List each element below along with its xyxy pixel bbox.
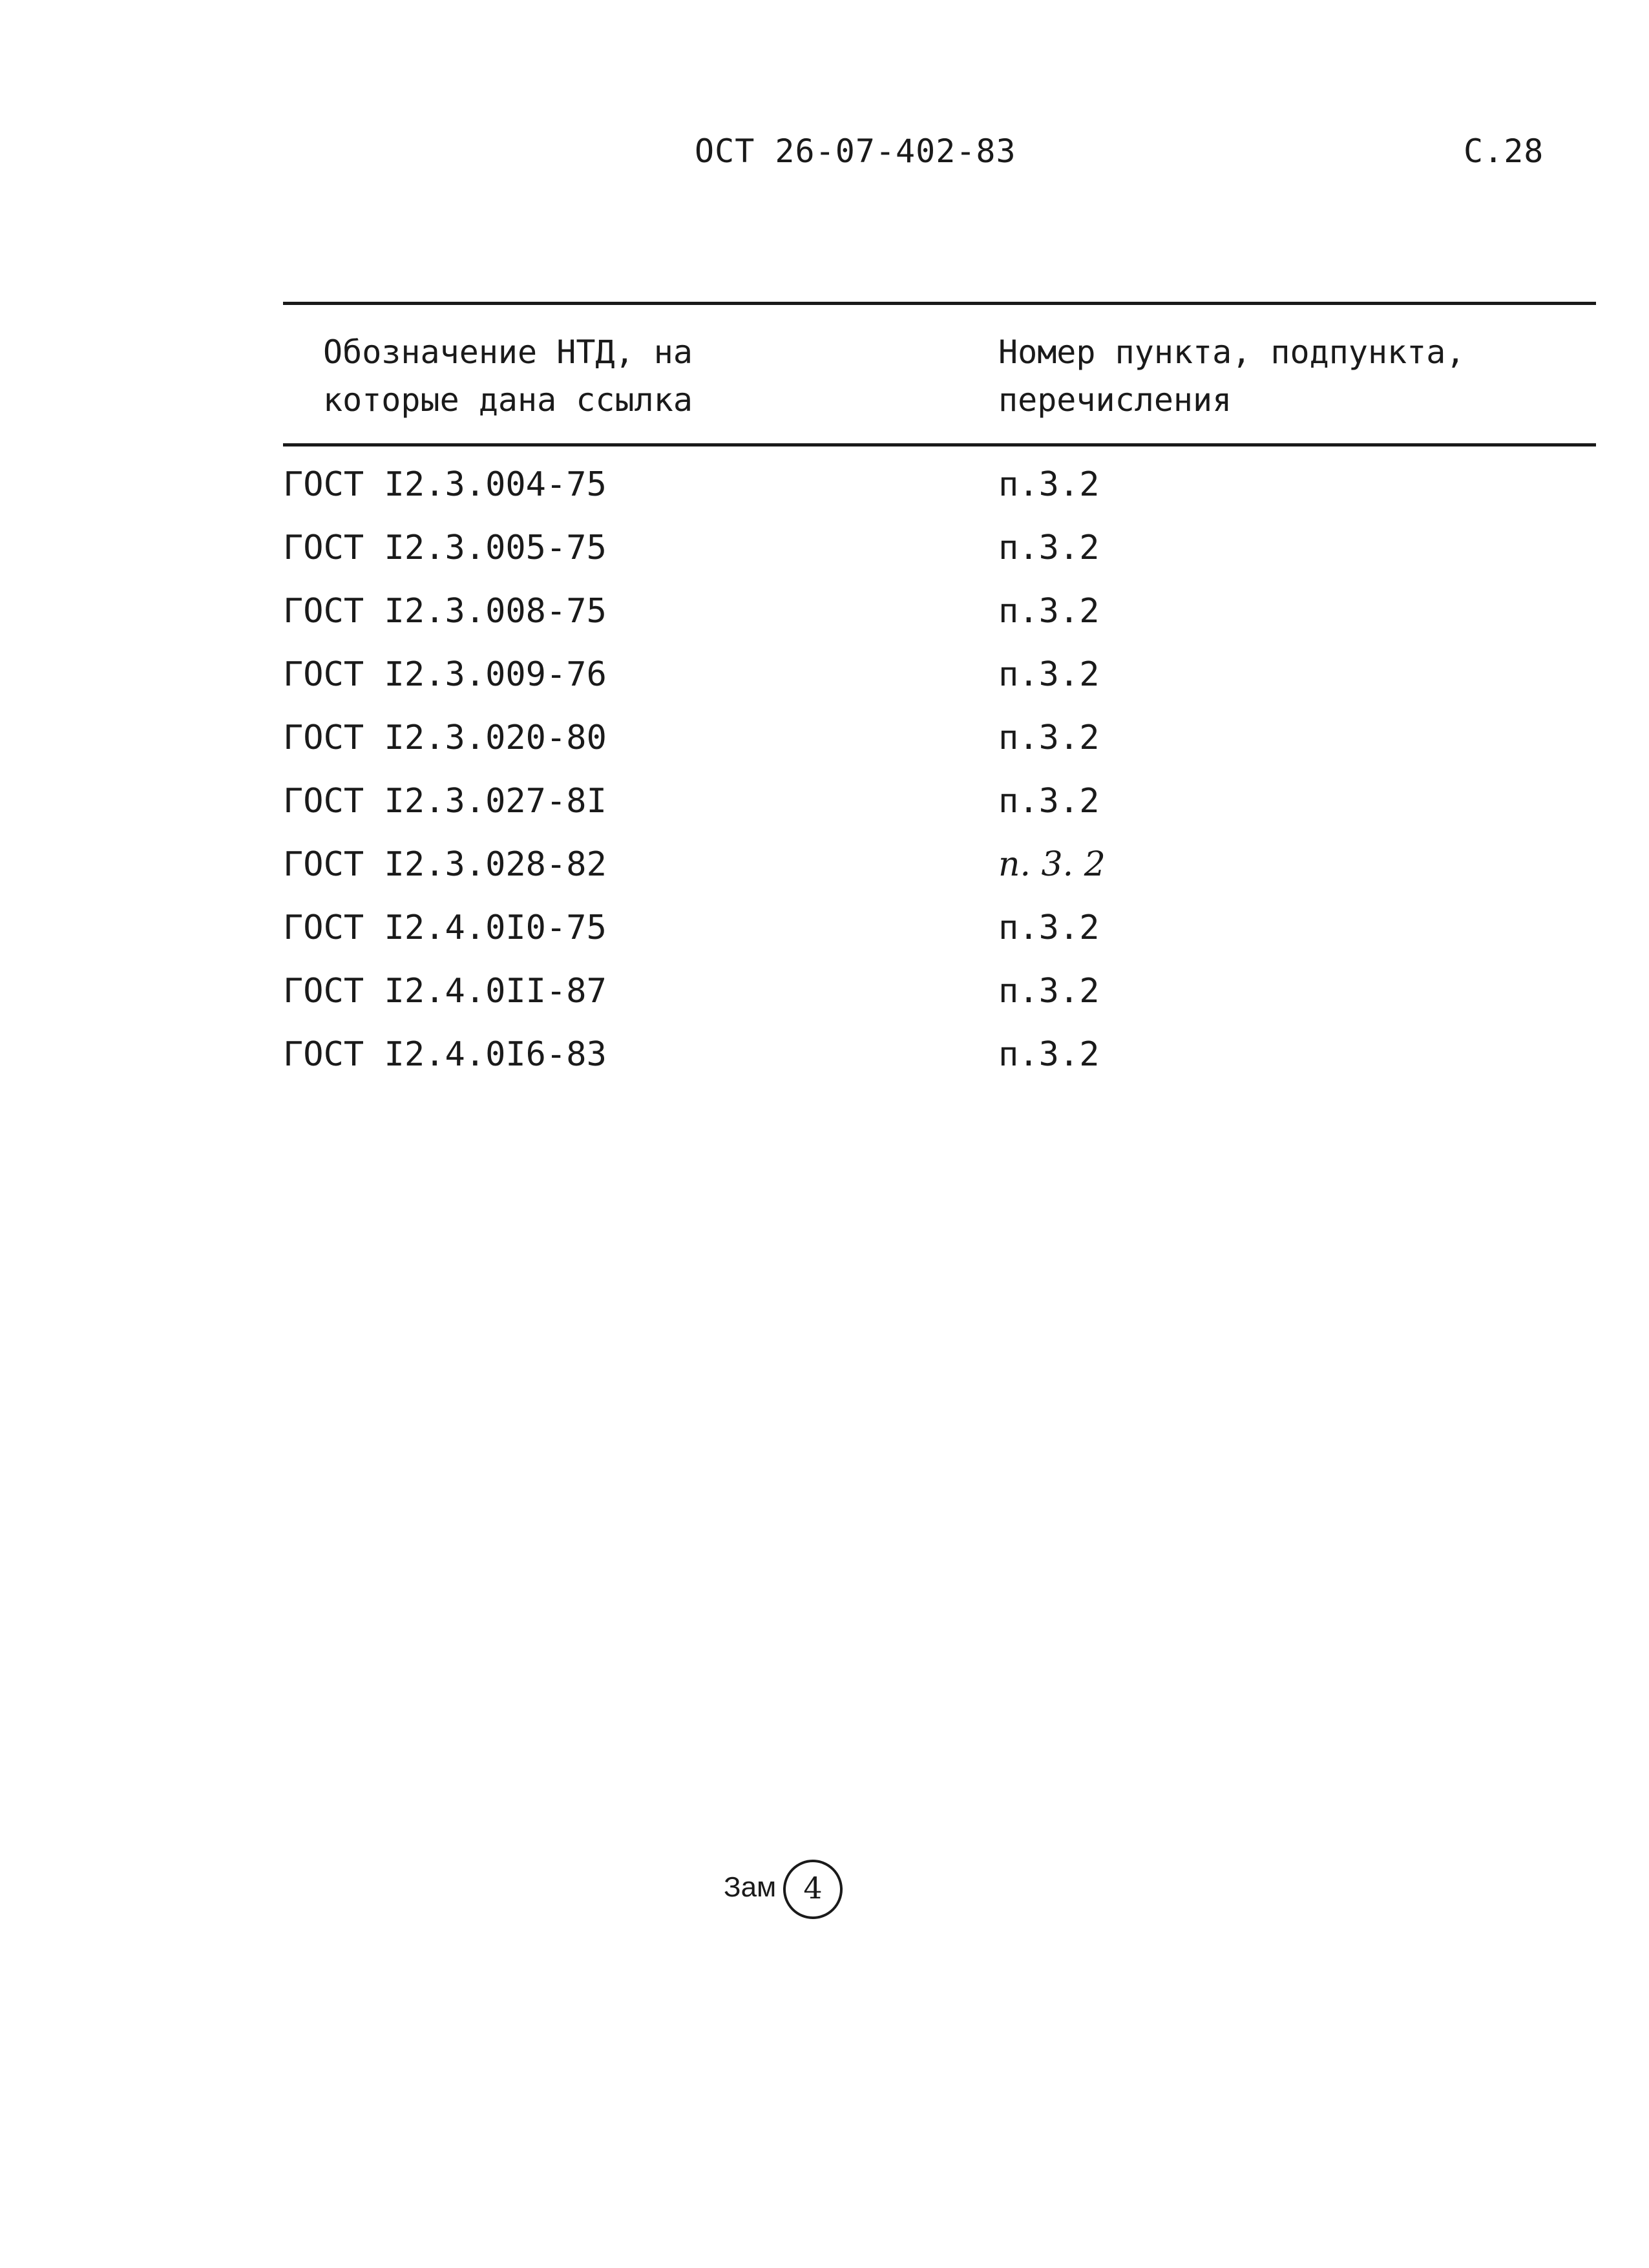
standard-reference: ГОСТ I2.3.005-75: [283, 529, 607, 567]
clause-number: п.3.2: [998, 1035, 1100, 1074]
column-header-line: Номер пункта, подпункта,: [998, 333, 1465, 371]
table-row: [0, 782, 1649, 845]
standard-reference: ГОСТ I2.3.009-76: [283, 655, 607, 694]
clause-number: п.3.2: [998, 719, 1100, 757]
page-number: С.28: [1464, 132, 1544, 170]
clause-number: п.3.2: [998, 655, 1100, 694]
column-header-line: которые дана ссылка: [323, 381, 693, 419]
clause-number: п.3.2: [998, 782, 1100, 821]
table-row: [0, 592, 1649, 655]
revision-number-circle: 4: [783, 1860, 843, 1919]
table-row: [0, 1035, 1649, 1098]
table-row: [0, 465, 1649, 529]
table-row: [0, 845, 1649, 908]
revision-label: Зам: [724, 1871, 777, 1903]
standard-reference: ГОСТ I2.4.0I0-75: [283, 908, 607, 947]
clause-number: п.3.2: [998, 908, 1100, 947]
clause-number: п.3.2: [998, 529, 1100, 567]
table-row: [0, 908, 1649, 972]
clause-number: п.3.2: [998, 465, 1100, 504]
standard-reference: ГОСТ I2.3.008-75: [283, 592, 607, 631]
column-header-line: перечисления: [998, 381, 1232, 419]
standard-reference: ГОСТ I2.3.004-75: [283, 465, 607, 504]
table-top-rule: [283, 302, 1596, 305]
table-row: [0, 655, 1649, 719]
table-row: [0, 529, 1649, 592]
standard-reference: ГОСТ I2.4.0I6-83: [283, 1035, 607, 1074]
table-row: [0, 719, 1649, 782]
column-header-designation: [323, 328, 693, 424]
column-header-line: Обозначение НТД, на: [323, 333, 693, 371]
standard-reference: ГОСТ I2.3.020-80: [283, 719, 607, 757]
standard-reference: ГОСТ I2.3.027-8I: [283, 782, 607, 821]
clause-number: п.3.2: [998, 972, 1100, 1011]
standard-reference: ГОСТ I2.4.0II-87: [283, 972, 607, 1011]
clause-number-handwritten: п. 3. 2: [998, 845, 1106, 884]
document-number: ОСТ 26-07-402-83: [695, 132, 1016, 170]
clause-number: п.3.2: [998, 592, 1100, 631]
table-row: [0, 972, 1649, 1035]
standard-reference: ГОСТ I2.3.028-82: [283, 845, 607, 884]
column-header-clause: [998, 328, 1465, 424]
table-header-rule: [283, 443, 1596, 446]
